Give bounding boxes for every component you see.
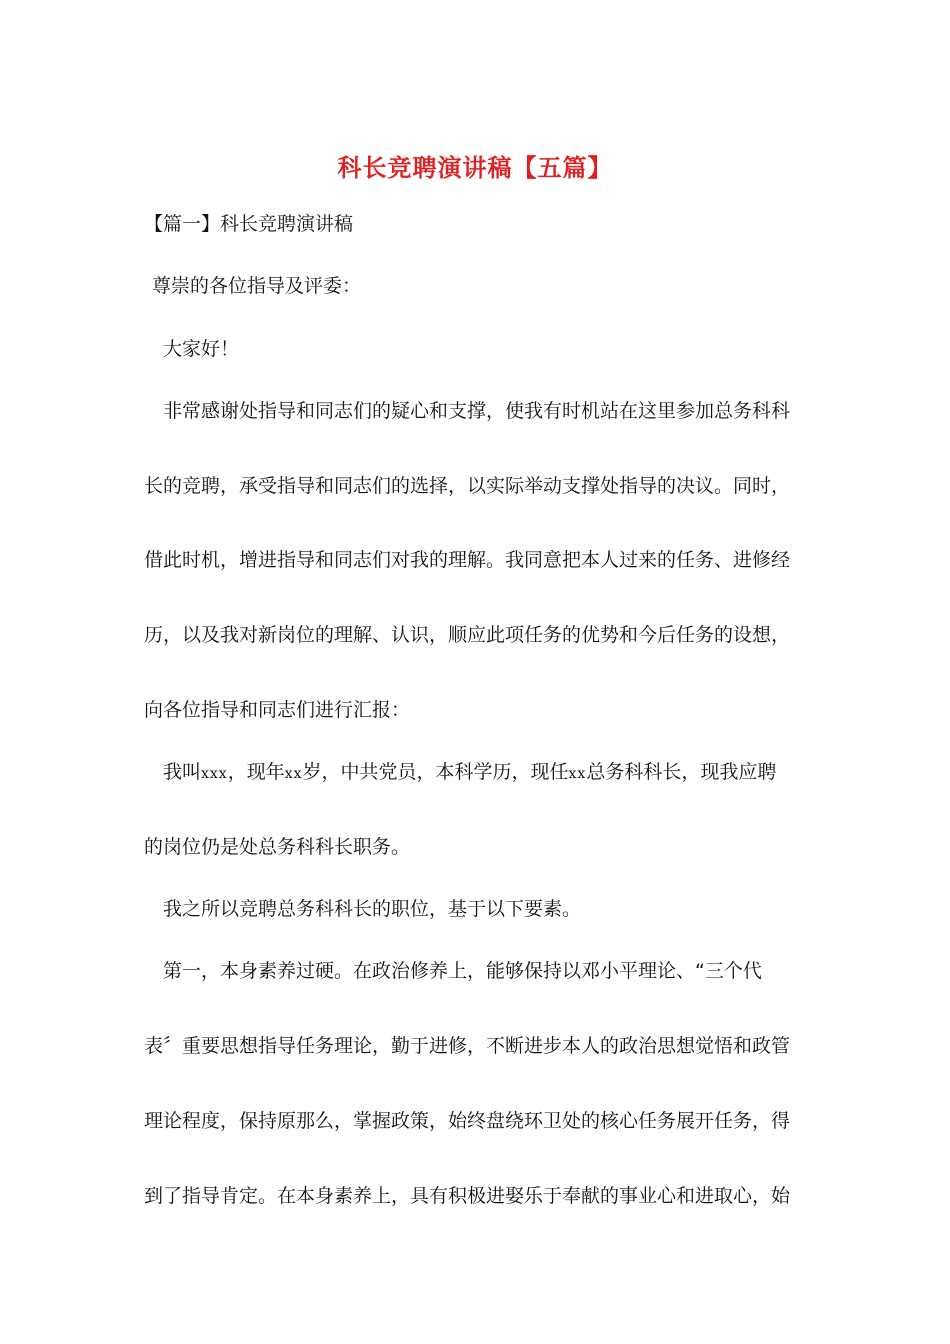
intro-text: 我叫: [163, 761, 202, 783]
document-title: 科长竞聘演讲稿【五篇】: [337, 153, 613, 182]
section-heading: 【篇一】科长竞聘演讲稿: [144, 213, 354, 235]
greeting: 大家好！: [163, 338, 240, 360]
intro-text: 总务科科长，现我应聘: [586, 761, 777, 783]
paragraph-line: 非常感谢处指导和同志们的疑心和支撑，使我有时机站在这里参加总务科科: [163, 400, 791, 422]
intro-text: 岁，中共党员，本科学历，现任: [302, 761, 569, 783]
paragraph-line: 向各位指导和同志们进行汇报：: [144, 699, 411, 721]
paragraph-line: 到了指导肯定。在本身素养上，具有积极进娶乐于奉献的事业心和进取心，始: [144, 1185, 791, 1207]
intro-text: ，现年: [227, 761, 285, 783]
paragraph-line: 理论程度，保持原那么，掌握政策，始终盘绕环卫处的核心任务展开任务，得: [144, 1110, 791, 1132]
paragraph-line: 借此时机，增进指导和同志们对我的理解。我同意把本人过来的任务、进修经: [144, 549, 791, 571]
paragraph-line: 表〞重要思想指导任务理论，勤于进修，不断进步本人的政治思想觉悟和政管: [144, 1035, 791, 1057]
paragraph-line: 的岗位仍是处总务科科长职务。: [144, 836, 411, 858]
paragraph-line: 我之所以竞聘总务科科长的职位，基于以下要素。: [163, 898, 582, 920]
paragraph-line: 长的竞聘，承受指导和同志们的选择，以实际举动支撑处指导的决议。同时，: [144, 475, 791, 497]
paragraph-line: 第一，本身素养过硬。在政治修养上，能够保持以邓小平理论、“三个代: [163, 960, 762, 982]
name-placeholder: xxx: [201, 766, 228, 782]
unit-placeholder: xx: [568, 766, 587, 782]
intro-line: [163, 759, 776, 787]
age-placeholder: xx: [284, 766, 303, 782]
paragraph-line: 历，以及我对新岗位的理解、认识，顺应此项任务的优势和今后任务的设想，: [144, 624, 791, 646]
salutation: 尊崇的各位指导及评委：: [152, 275, 362, 297]
